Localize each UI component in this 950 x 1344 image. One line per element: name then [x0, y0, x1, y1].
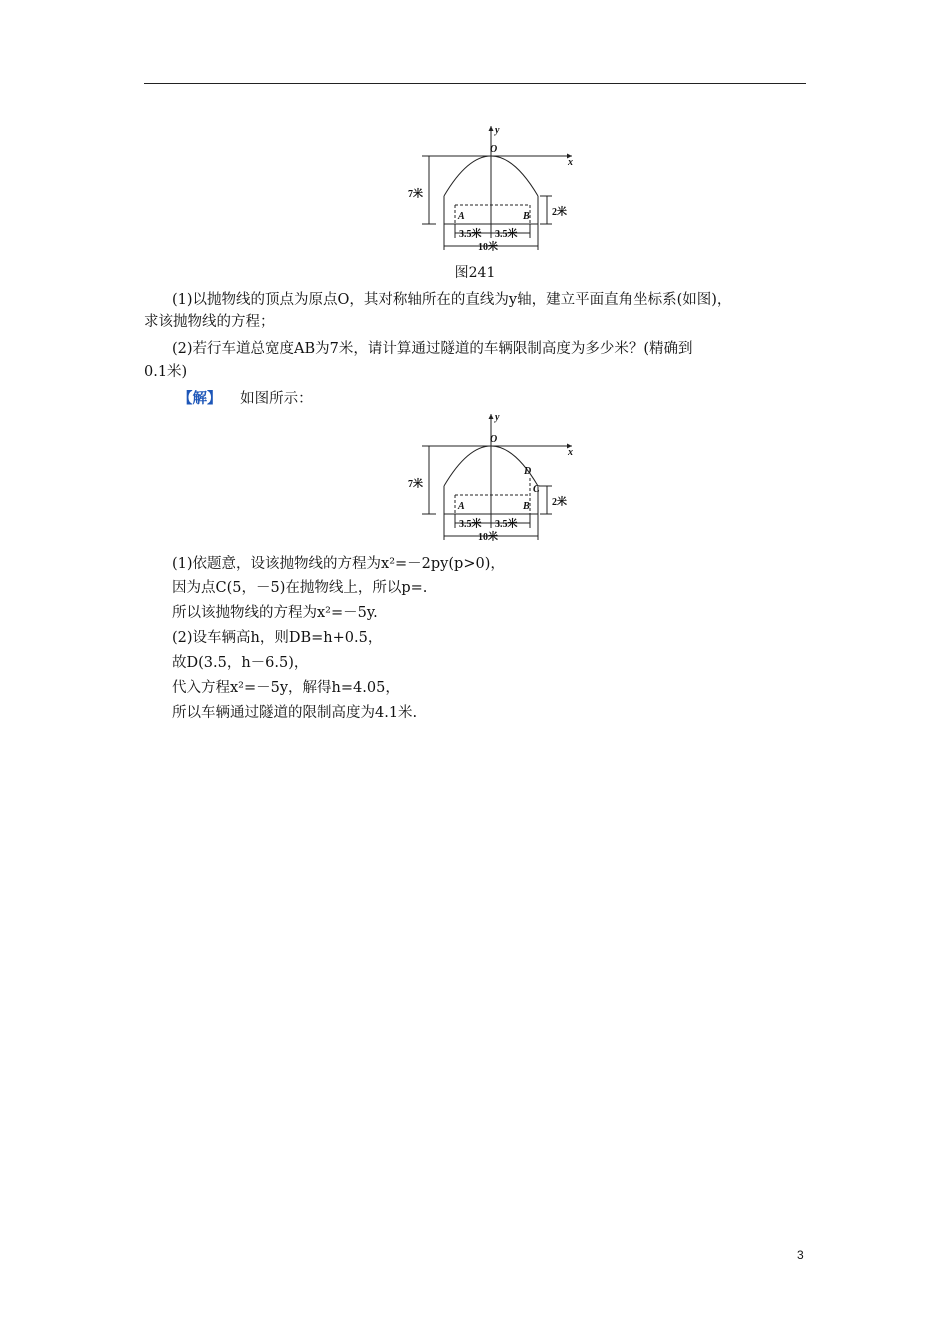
- origin-label: O: [490, 144, 498, 155]
- solution-step-1: (1)依题意，设该抛物线的方程为x²=－2py(p>0)，: [172, 556, 505, 572]
- width-3-5m-left-label: 3.5米: [459, 229, 482, 240]
- width-3-5m-right-label: 3.5米: [495, 519, 518, 530]
- header-rule: [144, 83, 806, 84]
- y-axis-label: y: [495, 125, 500, 136]
- figure-tunnel-1: [404, 122, 584, 254]
- question-2-line-2: 0.1米): [144, 364, 188, 380]
- tunnel-diagram-1: [404, 122, 584, 254]
- question-2-line-1: (2)若行车道总宽度AB为7米，请计算通过隧道的车辆限制高度为多少米？(精确到: [172, 341, 693, 357]
- width-3-5m-left-label: 3.5米: [459, 519, 482, 530]
- point-d-label: D: [524, 466, 532, 477]
- question-1-line-1: (1)以抛物线的顶点为原点O，其对称轴所在的直线为y轴，建立平面直角坐标系(如图)，: [172, 292, 732, 308]
- tunnel-diagram-2: [404, 408, 584, 548]
- y-axis-label: y: [495, 412, 500, 423]
- solution-step-6: 代入方程x²=－5y，解得h=4.05，: [172, 680, 400, 696]
- x-axis-label: x: [568, 447, 573, 458]
- origin-label: O: [490, 434, 498, 445]
- figure-tunnel-2: [404, 408, 584, 548]
- solution-tag: 【解】: [178, 390, 222, 407]
- solution-header: [178, 389, 313, 409]
- point-a-label: A: [458, 211, 465, 222]
- height-7m-label: 7米: [408, 479, 423, 490]
- point-c-label: C: [533, 484, 540, 495]
- width-10m-label: 10米: [478, 532, 498, 543]
- point-a-label: A: [458, 501, 465, 512]
- height-2m-label: 2米: [552, 207, 567, 218]
- point-b-label: B: [523, 211, 530, 222]
- height-2m-label: 2米: [552, 497, 567, 508]
- solution-step-5: 故D(3.5，h－6.5)，: [172, 655, 309, 671]
- point-b-label: B: [523, 501, 530, 512]
- solution-step-4: (2)设车辆高h，则DB=h+0.5，: [172, 630, 383, 646]
- figure-caption: 图241: [454, 265, 496, 281]
- x-axis-label: x: [568, 157, 573, 168]
- solution-step-7: 所以车辆通过隧道的限制高度为4.1米.: [172, 705, 418, 721]
- height-7m-label: 7米: [408, 189, 423, 200]
- solution-intro: 如图所示：: [240, 391, 313, 407]
- question-1-line-2: 求该抛物线的方程；: [144, 314, 275, 330]
- page-number: 3: [797, 1248, 804, 1262]
- solution-step-2: 因为点C(5，－5)在抛物线上，所以p=.: [172, 580, 428, 596]
- solution-step-3: 所以该抛物线的方程为x²=－5y.: [172, 605, 378, 621]
- width-10m-label: 10米: [478, 242, 498, 253]
- width-3-5m-right-label: 3.5米: [495, 229, 518, 240]
